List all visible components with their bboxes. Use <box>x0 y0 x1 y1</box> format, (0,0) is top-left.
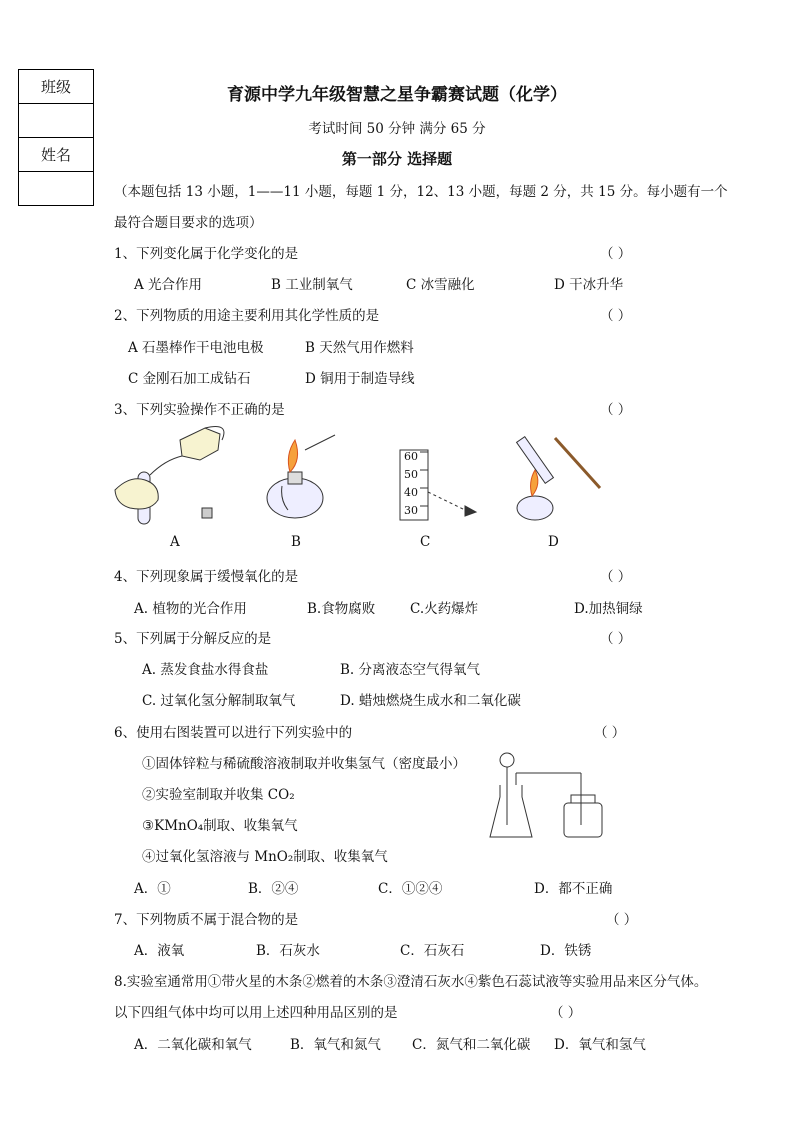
q8-option-b: B．氧气和氮气 <box>290 1037 381 1053</box>
q1-option-b: B 工业制氧气 <box>271 277 353 293</box>
q2-stem: 2、下列物质的用途主要利用其化学性质的是 <box>114 308 380 324</box>
q6-answer-paren[interactable]: （ ） <box>594 725 626 741</box>
q3-answer-paren[interactable]: （ ） <box>600 402 632 418</box>
q7-answer-paren[interactable]: （ ） <box>606 912 638 928</box>
q5-option-d: D. 蜡烛燃烧生成水和二氧化碳 <box>340 693 521 709</box>
q5-option-c: C. 过氧化氢分解制取氧气 <box>142 693 296 709</box>
q3-label-b: B <box>291 534 301 550</box>
q6-option-c: C．①②④ <box>378 881 443 897</box>
q5-stem: 5、下列属于分解反应的是 <box>114 631 272 647</box>
q1-stem: 1、下列变化属于化学变化的是 <box>114 246 299 262</box>
figure-b-alcohol-lamp <box>267 435 335 518</box>
q7-stem: 7、下列物质不属于混合物的是 <box>114 912 299 928</box>
instructions-line1: （本题包括 13 小题，1——11 小题，每题 1 分，12、13 小题，每题 2 分，共 15 分。每小题有一个 <box>114 184 728 200</box>
part-heading: 第一部分 选择题 <box>341 150 453 168</box>
tick-40: 40 <box>404 486 418 499</box>
class-label: 班级 <box>19 70 94 104</box>
q2-option-d: D 铜用于制造导线 <box>305 371 415 387</box>
figure-a-pouring-illustration <box>115 427 224 525</box>
q1-option-d: D 干冰升华 <box>554 277 624 293</box>
figure-d-test-tube-heating <box>517 437 600 520</box>
q6-statement-2: ②实验室制取并收集 CO₂ <box>142 787 295 803</box>
exam-title: 育源中学九年级智慧之星争霸赛试题（化学） <box>227 85 567 105</box>
q3-label-d: D <box>548 534 559 550</box>
q7-option-a: A．液氧 <box>134 943 185 959</box>
q6-statement-3: ③KMnO₄制取、收集氧气 <box>142 818 298 834</box>
q8-stem-line2: 以下四组气体中均可以用上述四种用品区别的是 <box>114 1005 398 1021</box>
q7-option-c: C．石灰石 <box>400 943 465 959</box>
q5-option-b: B. 分离液态空气得氧气 <box>340 662 481 678</box>
name-label: 姓名 <box>19 138 94 172</box>
q2-option-b: B 天然气用作燃料 <box>305 340 414 356</box>
q3-figures <box>110 420 610 530</box>
tick-60: 60 <box>404 450 418 463</box>
q6-statement-4: ④过氧化氢溶液与 MnO₂制取、收集氧气 <box>142 849 388 865</box>
q3-label-c: C <box>420 534 431 550</box>
q7-option-d: D．铁锈 <box>540 943 592 959</box>
q8-answer-paren[interactable]: （ ） <box>550 1005 582 1021</box>
q1-option-a: A 光合作用 <box>134 277 203 293</box>
q3-stem: 3、下列实验操作不正确的是 <box>114 402 285 418</box>
q1-answer-paren[interactable]: （ ） <box>600 246 632 262</box>
q6-gas-apparatus <box>486 745 616 845</box>
q8-option-a: A．二氧化碳和氧气 <box>134 1037 252 1053</box>
q6-option-b: B．②④ <box>248 881 299 897</box>
q1-option-c: C 冰雪融化 <box>406 277 475 293</box>
q3-label-a: A <box>170 534 180 550</box>
q4-stem: 4、下列现象属于缓慢氧化的是 <box>114 569 299 585</box>
q8-option-c: C．氮气和二氧化碳 <box>412 1037 531 1053</box>
q7-option-b: B．石灰水 <box>256 943 320 959</box>
q5-option-a: A. 蒸发食盐水得食盐 <box>142 662 269 678</box>
q2-answer-paren[interactable]: （ ） <box>600 308 632 324</box>
q4-answer-paren[interactable]: （ ） <box>600 569 632 585</box>
exam-subtitle: 考试时间 50 分钟 满分 65 分 <box>308 121 486 137</box>
q6-statement-1: ①固体锌粒与稀硫酸溶液制取并收集氢气（密度最小） <box>142 756 466 772</box>
tick-30: 30 <box>404 504 418 517</box>
q6-option-a: A．① <box>134 881 171 897</box>
q4-option-d: D.加热铜绿 <box>574 601 643 617</box>
q6-stem: 6、使用右图装置可以进行下列实验中的 <box>114 725 353 741</box>
q2-option-c: C 金刚石加工成钻石 <box>128 371 251 387</box>
q8-stem: 8.实验室通常用①带火星的木条②燃着的木条③澄清石灰水④紫色石蕊试液等实验用品来区分气体。 <box>114 974 708 990</box>
q2-option-a: A 石墨棒作干电池电极 <box>128 340 264 356</box>
q4-option-b: B.食物腐败 <box>307 601 376 617</box>
q6-option-d: D．都不正确 <box>534 881 613 897</box>
instructions-line2: 最符合题目要求的选项） <box>114 215 263 231</box>
name-field[interactable] <box>19 172 94 206</box>
q4-option-c: C.火药爆炸 <box>410 601 479 617</box>
q4-option-a: A. 植物的光合作用 <box>134 601 247 617</box>
q8-option-d: D．氧气和氢气 <box>554 1037 646 1053</box>
q5-answer-paren[interactable]: （ ） <box>600 631 632 647</box>
tick-50: 50 <box>404 468 418 481</box>
